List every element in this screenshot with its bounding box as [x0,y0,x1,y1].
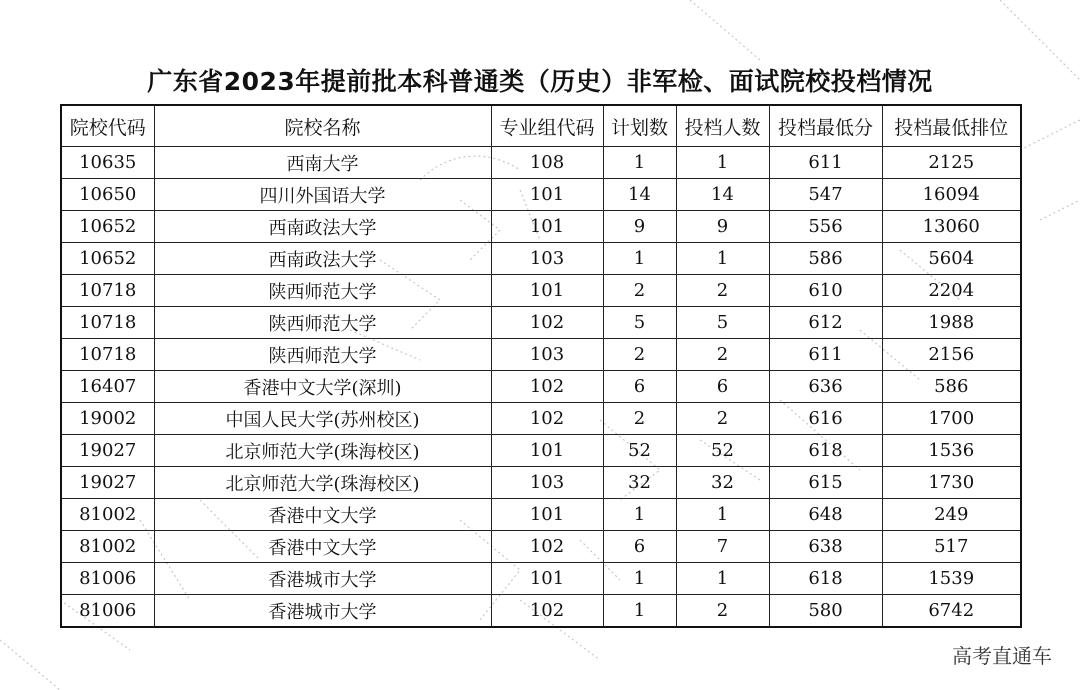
cell-min-rank: 517 [882,531,1021,563]
cell-min-rank: 1536 [882,435,1021,467]
cell-school-name: 北京师范大学(珠海校区) [154,467,491,499]
cell-min-score: 636 [769,371,882,403]
cell-school-name: 西南政法大学 [154,243,491,275]
cell-min-score: 547 [769,179,882,211]
cell-min-score: 556 [769,211,882,243]
header-admitted-count: 投档人数 [676,105,769,147]
cell-group-code: 108 [491,147,603,179]
cell-min-score: 616 [769,403,882,435]
cell-school-name: 北京师范大学(珠海校区) [154,435,491,467]
table-row [61,499,1021,531]
cell-school-name: 香港中文大学(深圳) [154,371,491,403]
cell-plan-count: 6 [603,371,676,403]
cell-admitted-count: 1 [676,243,769,275]
cell-school-name: 香港中文大学 [154,531,491,563]
cell-plan-count: 1 [603,147,676,179]
cell-plan-count: 2 [603,275,676,307]
table-row [61,179,1021,211]
cell-admitted-count: 1 [676,147,769,179]
cell-school-name: 香港城市大学 [154,563,491,595]
cell-plan-count: 6 [603,531,676,563]
cell-school-code: 81006 [61,563,154,595]
cell-min-rank: 1988 [882,307,1021,339]
cell-school-code: 19027 [61,435,154,467]
header-plan-count: 计划数 [603,105,676,147]
cell-group-code: 101 [491,563,603,595]
cell-plan-count: 2 [603,403,676,435]
cell-min-rank: 249 [882,499,1021,531]
cell-school-code: 19002 [61,403,154,435]
cell-group-code: 102 [491,531,603,563]
cell-min-rank: 5604 [882,243,1021,275]
table-row [61,371,1021,403]
cell-school-code: 10635 [61,147,154,179]
cell-school-name: 香港中文大学 [154,499,491,531]
cell-min-rank: 1539 [882,563,1021,595]
cell-school-code: 81002 [61,531,154,563]
cell-school-code: 10718 [61,275,154,307]
table-row [61,403,1021,435]
cell-school-code: 10652 [61,243,154,275]
cell-school-name: 西南大学 [154,147,491,179]
cell-min-score: 615 [769,467,882,499]
cell-min-rank: 2156 [882,339,1021,371]
cell-group-code: 103 [491,339,603,371]
header-group-code: 专业组代码 [491,105,603,147]
cell-admitted-count: 6 [676,371,769,403]
cell-min-rank: 6742 [882,595,1021,628]
cell-school-name: 中国人民大学(苏州校区) [154,403,491,435]
cell-plan-count: 32 [603,467,676,499]
header-min-score: 投档最低分 [769,105,882,147]
header-school-name: 院校名称 [154,105,491,147]
table-row [61,147,1021,179]
table-row [61,467,1021,499]
cell-plan-count: 1 [603,563,676,595]
cell-min-rank: 2204 [882,275,1021,307]
cell-min-score: 586 [769,243,882,275]
source-watermark-label: 高考直通车 [952,644,1052,668]
admission-table [60,104,1022,628]
cell-group-code: 103 [491,467,603,499]
cell-min-score: 618 [769,435,882,467]
cell-group-code: 102 [491,403,603,435]
cell-min-score: 611 [769,339,882,371]
table-header-row [61,105,1021,147]
cell-admitted-count: 1 [676,563,769,595]
cell-plan-count: 9 [603,211,676,243]
cell-admitted-count: 2 [676,595,769,628]
cell-group-code: 101 [491,435,603,467]
cell-school-code: 81006 [61,595,154,628]
cell-school-code: 10650 [61,179,154,211]
table-row [61,275,1021,307]
cell-min-rank: 16094 [882,179,1021,211]
cell-group-code: 101 [491,499,603,531]
cell-plan-count: 1 [603,243,676,275]
cell-admitted-count: 52 [676,435,769,467]
cell-school-name: 西南政法大学 [154,211,491,243]
cell-min-score: 618 [769,563,882,595]
cell-school-name: 陕西师范大学 [154,307,491,339]
cell-school-code: 10718 [61,307,154,339]
cell-group-code: 102 [491,371,603,403]
cell-admitted-count: 7 [676,531,769,563]
table-row [61,435,1021,467]
cell-admitted-count: 2 [676,339,769,371]
table-row [61,563,1021,595]
table-row [61,243,1021,275]
cell-school-name: 陕西师范大学 [154,275,491,307]
cell-group-code: 102 [491,595,603,628]
cell-school-code: 10718 [61,339,154,371]
cell-min-score: 648 [769,499,882,531]
cell-group-code: 101 [491,211,603,243]
cell-admitted-count: 5 [676,307,769,339]
cell-min-rank: 1700 [882,403,1021,435]
cell-plan-count: 52 [603,435,676,467]
cell-admitted-count: 2 [676,403,769,435]
cell-plan-count: 2 [603,339,676,371]
cell-min-score: 612 [769,307,882,339]
cell-plan-count: 5 [603,307,676,339]
cell-group-code: 101 [491,275,603,307]
cell-admitted-count: 14 [676,179,769,211]
cell-school-code: 16407 [61,371,154,403]
cell-min-score: 610 [769,275,882,307]
cell-admitted-count: 2 [676,275,769,307]
table-row [61,531,1021,563]
cell-min-rank: 1730 [882,467,1021,499]
cell-school-name: 四川外国语大学 [154,179,491,211]
cell-group-code: 103 [491,243,603,275]
cell-group-code: 102 [491,307,603,339]
table-row [61,595,1021,628]
cell-plan-count: 1 [603,595,676,628]
cell-school-code: 19027 [61,467,154,499]
cell-min-rank: 586 [882,371,1021,403]
cell-school-code: 81002 [61,499,154,531]
cell-plan-count: 1 [603,499,676,531]
cell-plan-count: 14 [603,179,676,211]
table-row [61,339,1021,371]
header-school-code: 院校代码 [61,105,154,147]
cell-admitted-count: 32 [676,467,769,499]
cell-group-code: 101 [491,179,603,211]
header-min-rank: 投档最低排位 [882,105,1021,147]
cell-min-score: 638 [769,531,882,563]
cell-admitted-count: 9 [676,211,769,243]
page-title: 广东省2023年提前批本科普通类（历史）非军检、面试院校投档情况 [147,67,933,96]
cell-school-name: 香港城市大学 [154,595,491,628]
table-row [61,307,1021,339]
cell-school-name: 陕西师范大学 [154,339,491,371]
cell-min-rank: 2125 [882,147,1021,179]
cell-min-score: 580 [769,595,882,628]
cell-school-code: 10652 [61,211,154,243]
table-row [61,211,1021,243]
cell-min-score: 611 [769,147,882,179]
cell-min-rank: 13060 [882,211,1021,243]
cell-admitted-count: 1 [676,499,769,531]
